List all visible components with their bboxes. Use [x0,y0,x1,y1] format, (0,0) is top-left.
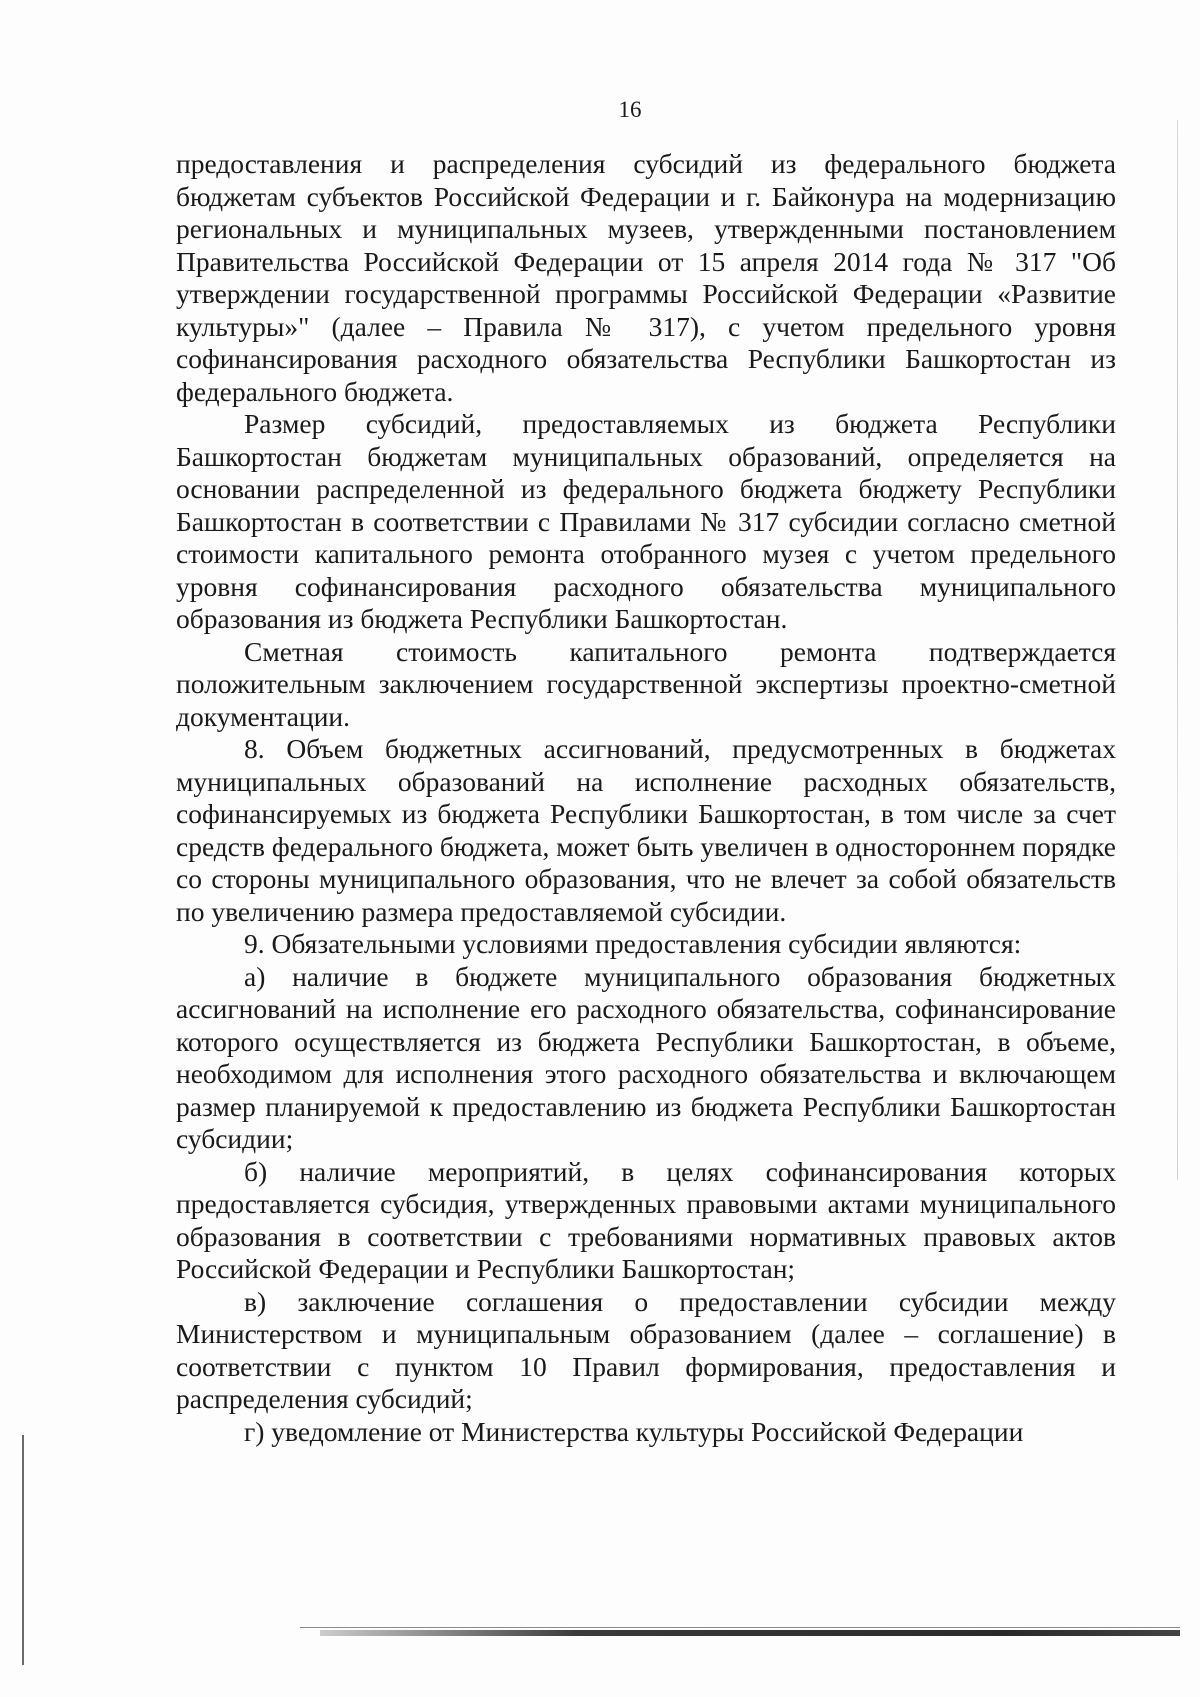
paragraph-estimate-cost: Сметная стоимость капитального ремонта подтверждается положительным заключением государственной экспертизы проектно-сметной документации. [176,635,1116,732]
paragraph-item-8: 8. Объем бюджетных ассигнований, предусмотренных в бюджетах муниципальных образований на исполнение расходных обязательств, софинансируемых из бюджета Республики Башкортостан, в том числе за счет средств федерального бюджета, может быть увеличен в одностороннем порядке со стороны муниципального образования, что не влечет за собой обязательств по увеличению размера предоставляемой субсидии. [176,733,1116,927]
scan-edge-bottom-line [300,1627,1180,1628]
scan-edge-left [22,1435,24,1665]
paragraph-subsidy-size: Размер субсидий, предоставляемых из бюджета Республики Башкортостан бюджетам муниципальных образований, определяется на основании распределенной из федерального бюджета бюджету Республики Башкортостан в соответствии с Правилами № 317 субсидии согласно сметной стоимости капитального ремонта отобранного музея с учетом предельного уровня софинансирования расходного обязательства муниципального образования из бюджета Республики Башкортостан. [176,408,1116,634]
paragraph-item-9: 9. Обязательными условиями предоставления субсидии являются: [244,928,1022,959]
page-number: 16 [618,97,642,122]
paragraph-item-9g: г) уведомление от Министерства культуры Российской Федерации [244,1415,1024,1447]
document-body [176,148,1116,1448]
scan-edge-bottom [320,1630,1180,1636]
scan-edge-right [1177,120,1178,1180]
paragraph-item-9v: в) заключение соглашения о предоставлении субсидии между Министерством и муниципальным образованием (далее – соглашение) в соответствии с пунктом 10 Правил формирования, предоставления и распределения субсидий; [176,1285,1116,1414]
paragraph-continuation: предоставления и распределения субсидий из федерального бюджета бюджетам субъектов Российской Федерации и г. Байконура на модернизацию региональных и муниципальных музеев, утвержденными постановлением Правительства Российской Федерации от 15 апреля 2014 года № 317 "Об утверждении государственной программы Российской Федерации «Развитие культуры»" (далее – Правила № 317), с учетом предельного уровня софинансирования расходного обязательства Республики Башкортостан из федерального бюджета. [176,148,1116,407]
paragraph-item-9b: б) наличие мероприятий, в целях софинансирования которых предоставляется субсидия, утвержденных правовыми актами муниципального образования в соответствии с требованиями нормативных правовых актов Российской Федерации и Республики Башкортостан; [176,1155,1116,1284]
paragraph-item-9a: а) наличие в бюджете муниципального образования бюджетных ассигнований на исполнение его расходного обязательства, софинансирование которого осуществляется из бюджета Республики Башкортостан, в объеме, необходимом для исполнения этого расходного обязательства и включающем размер планируемой к предоставлению из бюджета Республики Башкортостан субсидии; [176,960,1116,1154]
